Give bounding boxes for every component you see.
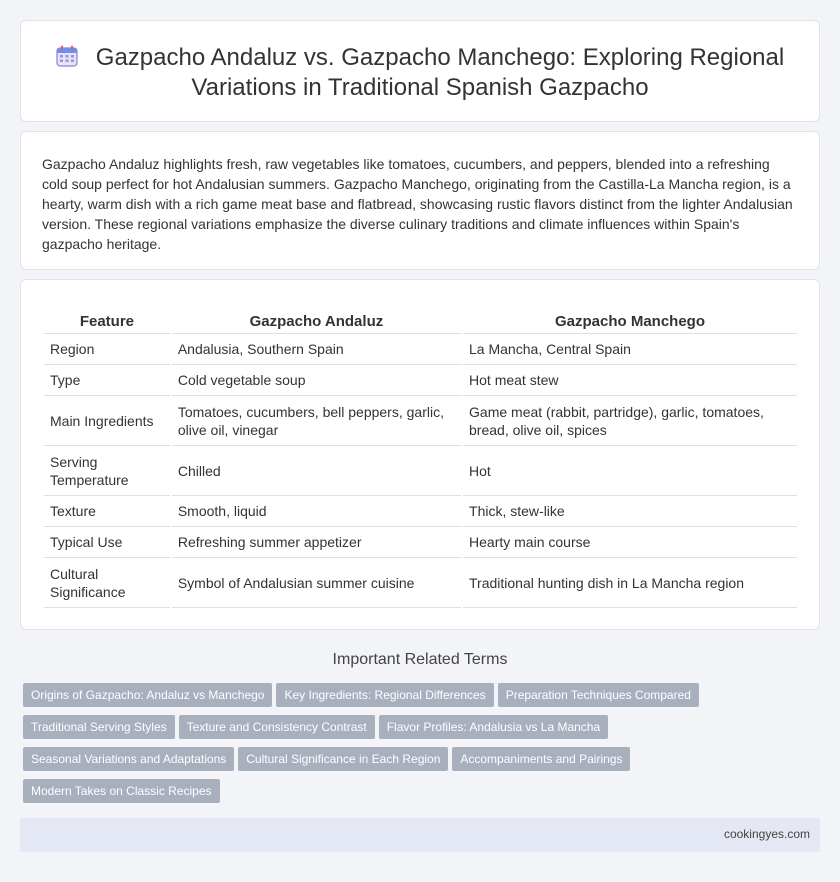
table-row (44, 334, 797, 365)
table-row (44, 365, 797, 396)
andaluz-cell: Symbol of Andalusian summer cuisine (172, 558, 461, 608)
feature-cell: Region (44, 334, 170, 365)
feature-cell: Texture (44, 496, 170, 527)
andaluz-cell: Refreshing summer appetizer (172, 527, 461, 558)
related-term-tag[interactable]: Flavor Profiles: Andalusia vs La Mancha (379, 715, 608, 739)
table-row (44, 396, 797, 446)
related-term-tag[interactable]: Texture and Consistency Contrast (179, 715, 375, 739)
manchego-cell: La Mancha, Central Spain (463, 334, 797, 365)
andaluz-cell: Tomatoes, cucumbers, bell peppers, garlic, olive oil, vinegar (172, 396, 461, 446)
feature-cell: Main Ingredients (44, 396, 170, 446)
related-term-tag[interactable]: Preparation Techniques Compared (498, 683, 699, 707)
related-term-tag[interactable]: Accompaniments and Pairings (452, 747, 630, 771)
andaluz-cell: Smooth, liquid (172, 496, 461, 527)
footer (20, 818, 820, 852)
manchego-cell: Hearty main course (463, 527, 797, 558)
related-terms-heading: Important Related Terms (332, 651, 508, 668)
manchego-cell: Traditional hunting dish in La Mancha region (463, 558, 797, 608)
related-term-tag[interactable]: Traditional Serving Styles (23, 715, 175, 739)
manchego-cell: Hot meat stew (463, 365, 797, 396)
feature-cell: Typical Use (44, 527, 170, 558)
footer-site-link[interactable]: cookingyes.com (723, 827, 810, 841)
manchego-cell: Game meat (rabbit, partridge), garlic, tomatoes, bread, olive oil, spices (463, 396, 797, 446)
summary-card (20, 131, 820, 270)
andaluz-cell: Cold vegetable soup (172, 365, 461, 396)
related-term-tag[interactable]: Origins of Gazpacho: Andaluz vs Manchego (23, 683, 272, 707)
comparison-table-card (20, 279, 820, 630)
page-title-text: Gazpacho Andaluz vs. Gazpacho Manchego: Exploring Regional Variations in Traditional Spanish Gazpacho (95, 44, 785, 101)
related-term-tag[interactable]: Modern Takes on Classic Recipes (23, 779, 220, 803)
table-row (44, 446, 797, 496)
table-header-row (44, 298, 797, 334)
related-term-tag[interactable]: Key Ingredients: Regional Differences (276, 683, 493, 707)
related-term-tag[interactable]: Cultural Significance in Each Region (238, 747, 448, 771)
manchego-cell: Hot (463, 446, 797, 496)
table-row (44, 527, 797, 558)
andaluz-cell: Chilled (172, 446, 461, 496)
manchego-cell: Thick, stew-like (463, 496, 797, 527)
feature-cell: Type (44, 365, 170, 396)
related-term-tag[interactable]: Seasonal Variations and Adaptations (23, 747, 234, 771)
header-feature: Feature (44, 298, 170, 334)
table-row (44, 496, 797, 527)
feature-cell: Serving Temperature (44, 446, 170, 496)
header-gazpacho-andaluz: Gazpacho Andaluz (172, 298, 461, 334)
page-title (21, 43, 819, 103)
summary-text: Gazpacho Andaluz highlights fresh, raw vegetables like tomatoes, cucumbers, and peppers, blended into a refreshing cold soup perfect for hot Andalusian summers. Gazpacho Manchego, originating from the Castilla-La Mancha region, is a hearty, warm dish with a rich game meat base and flatbread, showcasing rustic flavors distinct from the lighter Andalusian version. These regional variations emphasize the diverse culinary traditions and climate influences within Spain's gazpacho heritage. (42, 156, 793, 252)
calendar-icon (56, 45, 78, 67)
related-terms-list (23, 683, 813, 811)
andaluz-cell: Andalusia, Southern Spain (172, 334, 461, 365)
title-card (20, 20, 820, 122)
table-row (44, 558, 797, 608)
comparison-table (42, 298, 799, 608)
header-gazpacho-manchego: Gazpacho Manchego (463, 298, 797, 334)
feature-cell: Cultural Significance (44, 558, 170, 608)
